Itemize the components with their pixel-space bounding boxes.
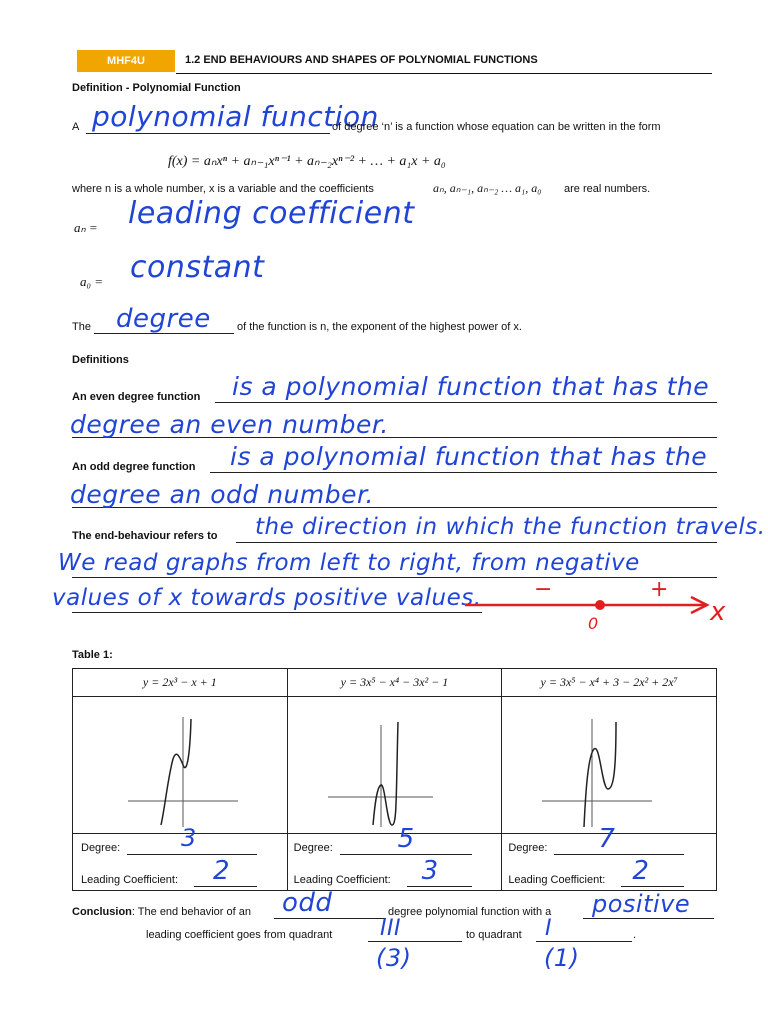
handwritten-degree: degree bbox=[116, 304, 211, 334]
blank-line bbox=[274, 918, 386, 919]
table-label: Table 1: bbox=[72, 649, 113, 661]
number-line-sketch bbox=[455, 575, 745, 640]
definition-sentence-start: A bbox=[72, 121, 80, 133]
handwritten-degree-1: 3 bbox=[181, 824, 197, 852]
degree-label: Degree: bbox=[81, 842, 121, 854]
origin-dot bbox=[595, 600, 605, 610]
an-label: aₙ = bbox=[74, 220, 98, 235]
a0-label: a₀ = bbox=[80, 274, 104, 289]
course-code-badge: MHF4U bbox=[77, 50, 175, 72]
lc-label: Leading Coefficient: bbox=[293, 874, 391, 886]
definition-heading: Definition - Polynomial Function bbox=[72, 82, 241, 94]
handwritten-polynomial-function: polynomial function bbox=[92, 100, 379, 133]
handwritten-lc-3: 2 bbox=[632, 856, 650, 886]
conclusion-text4: to quadrant bbox=[466, 929, 522, 941]
degree-label: Degree: bbox=[508, 842, 548, 854]
blank-line bbox=[340, 854, 472, 855]
cubic-graph bbox=[73, 697, 293, 833]
blank-line bbox=[215, 402, 717, 403]
handwritten-odd-line1: is a polynomial function that has the bbox=[230, 442, 708, 471]
blank-line bbox=[407, 886, 472, 887]
handwritten-odd-line2: degree an odd number. bbox=[70, 480, 374, 509]
handwritten-quadrant-3: III bbox=[380, 916, 401, 941]
handwritten-end-line2: We read graphs from left to right, from negative bbox=[58, 550, 640, 576]
blank-line bbox=[368, 941, 462, 942]
handwritten-end-line1: the direction in which the function travels. bbox=[255, 514, 766, 540]
conclusion-line1 bbox=[72, 906, 251, 918]
coefficients-list: aₙ, aₙ₋₁, aₙ₋₂ … a₁, a₀ bbox=[433, 181, 542, 195]
number-line-zero: 0 bbox=[588, 614, 599, 633]
odd-degree-label: An odd degree function bbox=[72, 461, 196, 473]
blank-line bbox=[194, 886, 257, 887]
polynomial-formula: f(x) = aₙxⁿ + aₙ₋₁xⁿ⁻¹ + aₙ₋₂xⁿ⁻² + … + a₁x + a₀ bbox=[168, 154, 446, 169]
degree-text: of the function is n, the exponent of the highest power of x. bbox=[237, 321, 522, 333]
where-text: where n is a whole number, x is a variable and the coefficients bbox=[72, 183, 374, 195]
blank-line bbox=[536, 941, 632, 942]
conclusion-text2: degree polynomial function with a bbox=[388, 906, 552, 918]
conclusion-label: Conclusion bbox=[72, 906, 132, 918]
number-line-minus: − bbox=[534, 577, 553, 602]
blank-line bbox=[72, 612, 482, 613]
polynomial-table bbox=[72, 668, 717, 891]
info-cell-2 bbox=[287, 824, 502, 891]
handwritten-leading-coefficient: leading coefficient bbox=[128, 196, 415, 231]
handwritten-odd: odd bbox=[282, 888, 333, 918]
handwritten-lc-1: 2 bbox=[213, 856, 231, 886]
handwritten-degree-3: 7 bbox=[598, 824, 616, 854]
conclusion-end: . bbox=[633, 929, 637, 941]
handwritten-even-line1: is a polynomial function that has the bbox=[232, 372, 710, 401]
lc-label: Leading Coefficient: bbox=[508, 874, 606, 886]
header-rule bbox=[176, 73, 712, 74]
handwritten-constant: constant bbox=[130, 250, 265, 285]
blank-line bbox=[236, 542, 717, 543]
blank-line bbox=[554, 854, 684, 855]
number-line-plus: + bbox=[650, 577, 669, 602]
end-behaviour-label: The end-behaviour refers to bbox=[72, 530, 218, 542]
graph-cell-1 bbox=[73, 697, 288, 834]
info-cell-3 bbox=[502, 824, 717, 891]
handwritten-quadrant-1: I bbox=[545, 916, 552, 941]
page-title: 1.2 END BEHAVIOURS AND SHAPES OF POLYNOMIAL FUNCTIONS bbox=[185, 54, 538, 66]
even-degree-label: An even degree function bbox=[72, 391, 201, 403]
blank-line bbox=[210, 472, 717, 473]
where-end: are real numbers. bbox=[564, 183, 651, 195]
blank-line bbox=[583, 918, 714, 919]
graph-cell-3 bbox=[502, 697, 717, 834]
handwritten-degree-2: 5 bbox=[397, 824, 415, 854]
handwritten-positive: positive bbox=[592, 890, 691, 918]
graph-cell-2 bbox=[287, 697, 502, 834]
info-cell-1 bbox=[73, 824, 288, 891]
the-label: The bbox=[72, 321, 91, 333]
number-line-x: x bbox=[710, 597, 726, 627]
lc-label: Leading Coefficient: bbox=[81, 874, 179, 886]
degree-label: Degree: bbox=[293, 842, 333, 854]
blank-line bbox=[86, 133, 330, 134]
conclusion-text1: : The end behavior of an bbox=[131, 906, 251, 918]
handwritten-quadrant-3-number: (3) bbox=[376, 944, 412, 972]
conclusion-text3: leading coefficient goes from quadrant bbox=[146, 929, 333, 941]
definitions-heading: Definitions bbox=[72, 354, 129, 366]
septic-graph bbox=[502, 697, 702, 833]
quintic-graph bbox=[288, 697, 508, 833]
equation-cell-1: y = 2x³ − x + 1 bbox=[73, 669, 288, 697]
blank-line bbox=[127, 854, 257, 855]
equation-cell-3: y = 3x⁵ − x⁴ + 3 − 2x² + 2x⁷ bbox=[502, 669, 717, 697]
handwritten-even-line2: degree an even number. bbox=[70, 410, 389, 439]
handwritten-end-line3: values of x towards positive values. bbox=[52, 585, 482, 611]
definition-sentence-end: of degree ‘n’ is a function whose equation can be written in the form bbox=[332, 121, 661, 133]
handwritten-lc-2: 3 bbox=[421, 856, 439, 886]
equation-cell-2: y = 3x⁵ − x⁴ − 3x² − 1 bbox=[287, 669, 502, 697]
blank-line bbox=[621, 886, 684, 887]
handwritten-quadrant-1-number: (1) bbox=[544, 944, 580, 972]
